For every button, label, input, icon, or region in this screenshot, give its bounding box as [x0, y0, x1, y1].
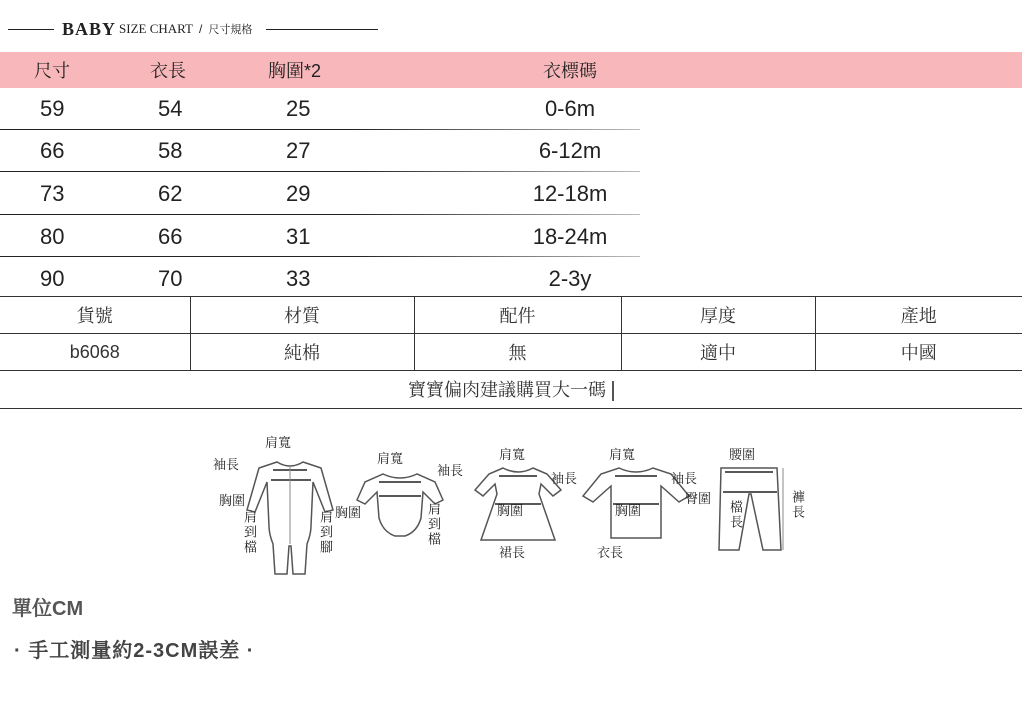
cell-length: 70 [158, 266, 183, 292]
cell-length: 58 [158, 138, 183, 164]
text-cursor [612, 381, 614, 401]
header-label-code: 衣標碼 [543, 61, 597, 81]
info-header-material: 材質 [190, 297, 414, 334]
romper-shoulder-label: 肩寬 [265, 436, 292, 451]
pants-waist-label: 腰圍 [729, 448, 756, 463]
measurement-diagrams [205, 428, 825, 578]
pants-length-label: 褲長 [789, 490, 804, 520]
info-header-thickness: 厚度 [621, 297, 815, 334]
cell-chest: 29 [286, 180, 311, 206]
top-length-label: 衣長 [597, 546, 624, 561]
romper-chest-label: 胸圍 [219, 494, 246, 509]
info-origin: 中國 [815, 334, 1022, 371]
row-divider [0, 171, 640, 172]
sizing-note [0, 372, 1022, 409]
cell-label-code: 18-24m [532, 223, 608, 249]
measurement-error-note: · 手工測量約2-3CM誤差 · [14, 640, 255, 662]
dress-skirt-label: 裙長 [499, 546, 526, 561]
cell-length: 66 [158, 223, 183, 249]
cell-length: 54 [158, 95, 183, 121]
bodysuit-shoulder-crotch-label: 肩到檔 [425, 502, 440, 547]
cell-length: 62 [158, 180, 183, 206]
bodysuit-sleeve-label: 袖長 [437, 464, 464, 479]
cell-chest: 31 [286, 223, 311, 249]
header-brand: BABY [62, 18, 117, 39]
size-table-header [0, 52, 1022, 88]
product-info-table [0, 296, 1022, 371]
info-header-origin: 產地 [815, 297, 1022, 334]
header-line-right [266, 29, 378, 30]
dress-sleeve-label: 袖長 [551, 472, 578, 487]
pants-crotch-label: 檔長 [727, 500, 742, 530]
unit-label: 單位CM [12, 598, 84, 620]
size-table [0, 52, 1022, 301]
dress-chest-label: 胸圍 [497, 504, 524, 519]
cell-size: 73 [40, 180, 65, 206]
header-subtitle: SIZE CHART [119, 21, 193, 36]
cell-size: 90 [40, 266, 65, 292]
cell-size: 80 [40, 223, 65, 249]
info-header-item-no: 貨號 [0, 297, 190, 334]
romper-shoulder-crotch-label: 肩到檔 [241, 510, 256, 555]
table-row [0, 216, 1022, 259]
info-material: 純棉 [190, 334, 414, 371]
top-shoulder-label: 肩寬 [609, 448, 636, 463]
table-row [0, 131, 1022, 174]
sizing-note-text: 寶寶偏肉建議購買大一碼 [408, 380, 606, 400]
info-accessories: 無 [414, 334, 621, 371]
cell-chest: 25 [286, 95, 311, 121]
header-size: 尺寸 [34, 61, 70, 81]
cell-label-code: 6-12m [538, 138, 602, 164]
cell-chest: 33 [286, 266, 311, 292]
info-item-no: b6068 [0, 334, 190, 371]
header-length: 衣長 [150, 61, 186, 81]
bodysuit-shoulder-label: 肩寬 [377, 452, 404, 467]
cell-chest: 27 [286, 138, 311, 164]
table-row [0, 258, 1022, 301]
cell-size: 59 [40, 95, 65, 121]
row-divider [0, 256, 640, 257]
table-row [0, 173, 1022, 216]
header-line-left [8, 29, 54, 30]
dress-shoulder-label: 肩寬 [499, 448, 526, 463]
info-header-row [0, 297, 1022, 334]
info-header-accessories: 配件 [414, 297, 621, 334]
row-divider [0, 129, 640, 130]
header-chinese: 尺寸規格 [208, 24, 253, 36]
romper-shoulder-foot-label: 肩到腳 [317, 510, 332, 555]
top-sleeve-label: 袖長 [671, 472, 698, 487]
romper-sleeve-label: 袖長 [213, 458, 240, 473]
cell-size: 66 [40, 138, 65, 164]
info-thickness: 適中 [621, 334, 815, 371]
pants-hip-label: 臀圍 [685, 492, 712, 507]
cell-label-code: 2-3y [548, 266, 592, 292]
chart-header [8, 12, 378, 46]
top-chest-label: 胸圍 [615, 504, 642, 519]
header-chest: 胸圍*2 [268, 61, 322, 81]
cell-label-code: 12-18m [532, 180, 608, 206]
header-separator: / [199, 22, 203, 36]
info-value-row [0, 334, 1022, 371]
cell-label-code: 0-6m [544, 95, 596, 121]
row-divider [0, 214, 640, 215]
bodysuit-chest-label: 胸圍 [335, 506, 362, 521]
table-row [0, 88, 1022, 131]
